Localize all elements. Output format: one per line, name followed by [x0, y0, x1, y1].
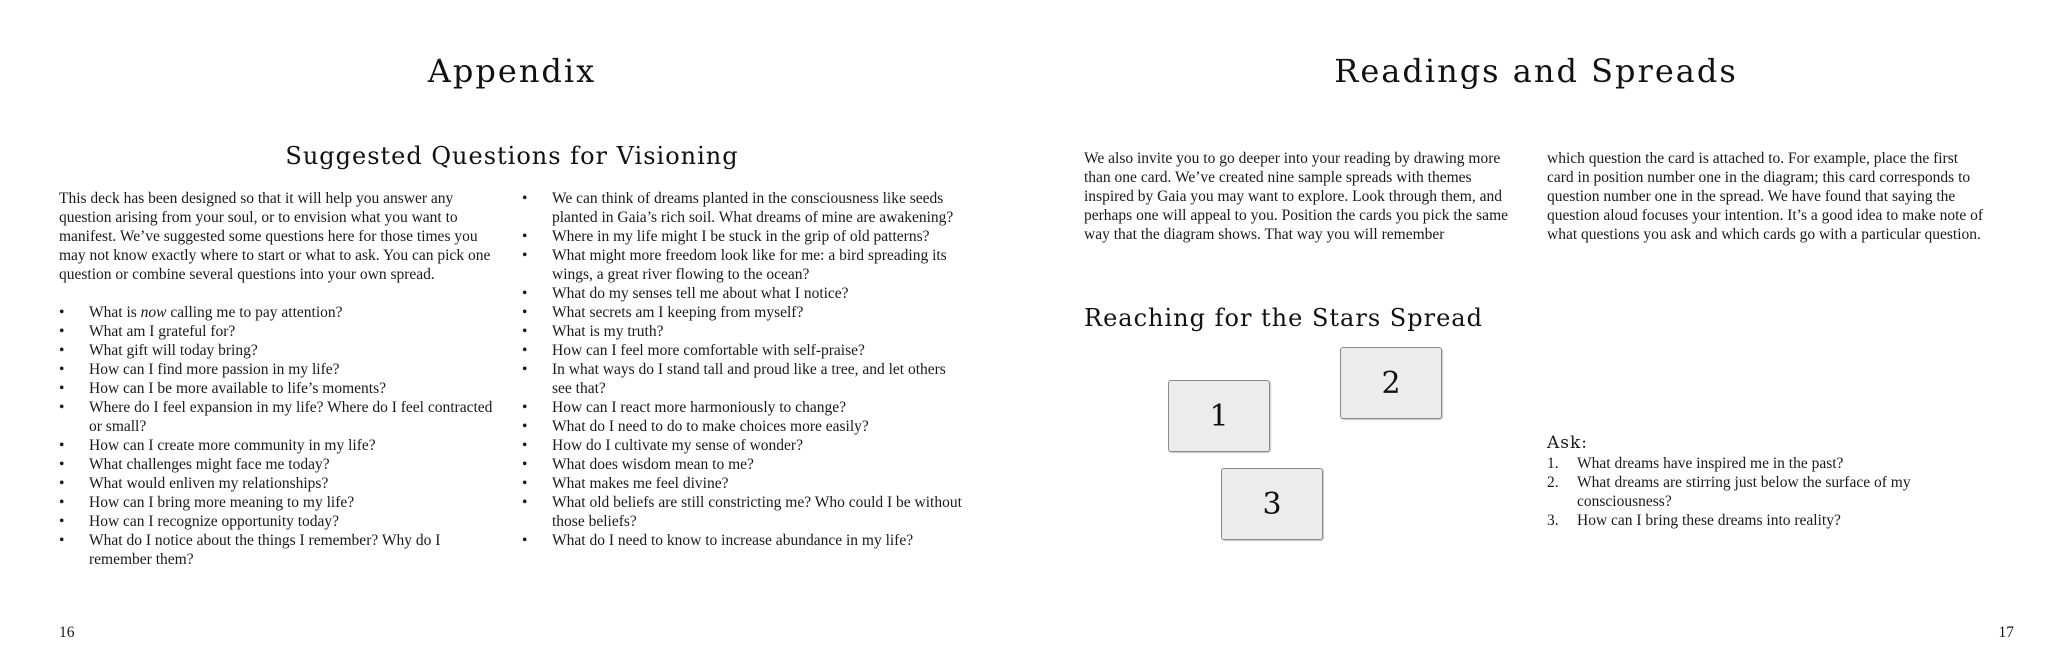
section-title-visioning: Suggested Questions for Visioning — [285, 142, 739, 170]
list-item: • In what ways do I stand tall and proud like a tree, and let others see that? — [522, 360, 962, 398]
list-item: • How can I find more passion in my life? — [59, 360, 499, 379]
list-item: 1. What dreams have inspired me in the past? — [1547, 455, 1844, 472]
list-item: • What makes me feel divine? — [522, 474, 962, 493]
list-item: • We can think of dreams planted in the consciousness like seeds planted in Gaia’s rich soil. What dreams of mine are awakening? — [522, 189, 962, 227]
list-item: • What do I need to do to make choices more easily? — [522, 417, 962, 436]
question-list-1 — [59, 303, 499, 569]
intro-paragraph: This deck has been designed so that it will help you answer any question arising from your soul, or to envision what you want to manifest. We’ve suggested some questions here for those times you may not know exactly where to start or what to ask. You can pick one question or combine several questions into your own spread. — [59, 190, 491, 283]
page-number: 16 — [59, 624, 75, 641]
list-item: • What challenges might face me today? — [59, 455, 499, 474]
list-item: • How do I cultivate my sense of wonder? — [522, 436, 962, 455]
right-column-2 — [1547, 149, 1987, 244]
list-item: 2. What dreams are stirring just below the surface of my consciousness? — [1547, 474, 1911, 510]
spreads-paragraph-2: which question the card is attached to. For example, place the first card in position number one in the diagram; this card corresponds to question number one in the spread. We have found that saying the question aloud focuses your intention. It’s a good idea to make note of what questions you ask and which cards go with a particular question. — [1547, 150, 1984, 243]
list-item: • How can I create more community in my life? — [59, 436, 499, 455]
page-title-appendix: Appendix — [427, 52, 597, 90]
list-item: • What old beliefs are still constricting me? Who could I be without those beliefs? — [522, 493, 962, 531]
card-position-1: 1 — [1168, 380, 1270, 452]
question-list-2 — [522, 189, 962, 550]
list-item: • How can I bring more meaning to my life? — [59, 493, 499, 512]
left-column-2 — [522, 189, 962, 550]
list-item: • How can I react more harmoniously to change? — [522, 398, 962, 417]
list-item: • How can I feel more comfortable with self-praise? — [522, 341, 962, 360]
list-item: • What do my senses tell me about what I notice? — [522, 284, 962, 303]
spread-title: Reaching for the Stars Spread — [1084, 304, 1483, 332]
list-item: • How can I be more available to life’s moments? — [59, 379, 499, 398]
card-position-2: 2 — [1340, 347, 1442, 419]
ask-question-list — [1547, 454, 2007, 530]
list-item: • What might more freedom look like for me: a bird spreading its wings, a great river flowing to the ocean? — [522, 246, 962, 284]
ask-block — [1547, 432, 2007, 530]
list-item: 3. How can I bring these dreams into reality? — [1547, 512, 1841, 529]
left-column-1 — [59, 189, 499, 569]
ask-label: Ask: — [1547, 433, 1589, 453]
card-position-3: 3 — [1221, 468, 1323, 540]
list-item: • What does wisdom mean to me? — [522, 455, 962, 474]
page-number: 17 — [1998, 624, 2014, 641]
list-item: • What do I need to know to increase abundance in my life? — [522, 531, 962, 550]
list-item: • Where do I feel expansion in my life? Where do I feel contracted or small? — [59, 398, 499, 436]
list-item: • What is now calling me to pay attention? — [59, 303, 499, 322]
right-column-1 — [1084, 149, 1524, 244]
spreads-paragraph-1: We also invite you to go deeper into your reading by drawing more than one card. We’ve created nine sample spreads with themes inspired by Gaia you may want to explore. Look through them, and perhaps one will appeal to you. Position the cards you pick the same way that the diagram shows. That way you will remember — [1084, 150, 1509, 243]
list-item: • What is my truth? — [522, 322, 962, 341]
page-title-readings: Readings and Spreads — [1334, 52, 1738, 90]
list-item: • What do I notice about the things I remember? Why do I remember them? — [59, 531, 499, 569]
list-item: • Where in my life might I be stuck in the grip of old patterns? — [522, 227, 962, 246]
right-page — [1024, 0, 2048, 668]
list-item: • What am I grateful for? — [59, 322, 499, 341]
list-item: • What secrets am I keeping from myself? — [522, 303, 962, 322]
list-item: • How can I recognize opportunity today? — [59, 512, 499, 531]
list-item: • What gift will today bring? — [59, 341, 499, 360]
list-item: • What would enliven my relationships? — [59, 474, 499, 493]
